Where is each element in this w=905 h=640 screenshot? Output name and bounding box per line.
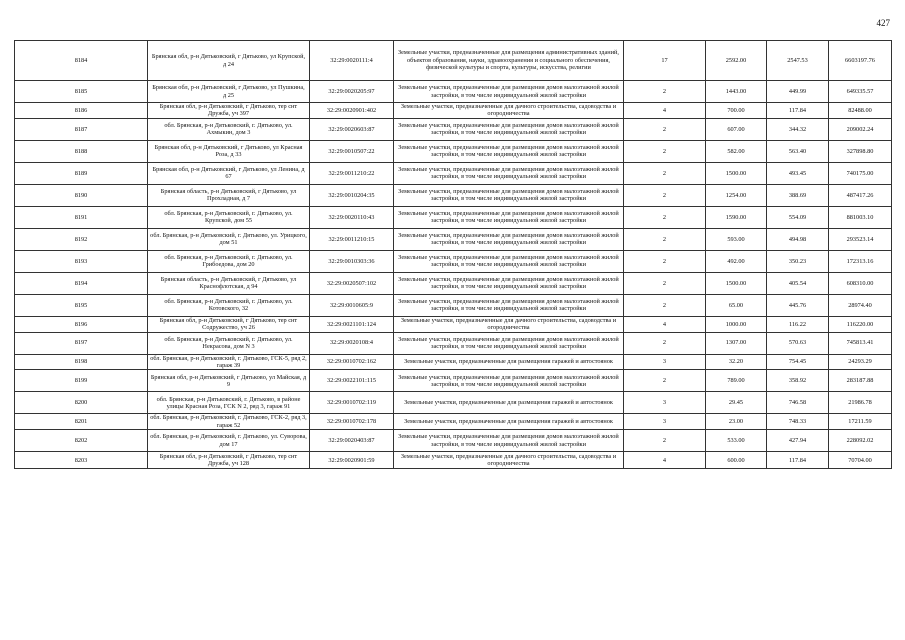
land-use-type-cell: Земельные участки, предназначенные для размещения гаражей и автостоянок — [394, 392, 624, 414]
table-row — [15, 41, 892, 81]
specific-value-cell: 493.45 — [767, 162, 829, 184]
address-cell: Брянская обл, р-н Дятьковский, г Дятьково, тер снт Содружество, уч 26 — [148, 316, 310, 332]
specific-value-cell: 427.94 — [767, 430, 829, 452]
area-cell: 1254.00 — [706, 184, 767, 206]
area-cell: 607.00 — [706, 118, 767, 140]
address-cell: Брянская обл, р-н Дятьковский, г Дятьково, ул Красная Роза, д 33 — [148, 140, 310, 162]
table-row — [15, 228, 892, 250]
area-cell: 1500.00 — [706, 272, 767, 294]
address-cell: Брянская область, р-н Дятьковский, г Дятьково, ул Краснофлотская, д 94 — [148, 272, 310, 294]
specific-value-cell: 2547.53 — [767, 41, 829, 81]
cadastral-number-cell: 32:29:0010303:36 — [310, 250, 394, 272]
cadastral-number-cell: 32:29:0011210:22 — [310, 162, 394, 184]
land-use-type-cell: Земельные участки, предназначенные для размещения домов малоэтажной жилой застройки, в том числе индивидуальной жилой застройки — [394, 272, 624, 294]
cadastral-number-cell: 32:29:0010702:162 — [310, 354, 394, 370]
row-number-cell: 8199 — [15, 370, 148, 392]
cadastral-value-cell: 327898.80 — [829, 140, 892, 162]
cadastral-value-cell: 28974.40 — [829, 294, 892, 316]
cadastral-number-cell: 32:29:0011210:15 — [310, 228, 394, 250]
group-number-cell: 3 — [624, 392, 706, 414]
cadastral-value-cell: 17211.59 — [829, 414, 892, 430]
cadastral-value-cell: 24293.29 — [829, 354, 892, 370]
address-cell: Брянская обл, р-н Дятьковский, г Дятьково, тер снт Дружба, уч 128 — [148, 452, 310, 469]
table-row — [15, 414, 892, 430]
cadastral-value-cell: 82488.00 — [829, 103, 892, 119]
cadastral-value-cell: 228092.02 — [829, 430, 892, 452]
row-number-cell: 8203 — [15, 452, 148, 469]
cadastral-number-cell: 32:29:0020110:43 — [310, 206, 394, 228]
cadastral-number-cell: 32:29:0020603:87 — [310, 118, 394, 140]
cadastral-number-cell: 32:29:0020111:4 — [310, 41, 394, 81]
table-row — [15, 370, 892, 392]
area-cell: 582.00 — [706, 140, 767, 162]
address-cell: обл. Брянская, р-н Дятьковский, г. Дятьково, ГСК-2, ряд 3, гараж 52 — [148, 414, 310, 430]
cadastral-value-cell: 881003.10 — [829, 206, 892, 228]
area-cell: 32.20 — [706, 354, 767, 370]
table-row — [15, 81, 892, 103]
cadastral-value-cell: 745813.41 — [829, 332, 892, 354]
row-number-cell: 8184 — [15, 41, 148, 81]
group-number-cell: 2 — [624, 81, 706, 103]
cadastral-number-cell: 32:29:0020108:4 — [310, 332, 394, 354]
land-use-type-cell: Земельные участки, предназначенные для размещения домов малоэтажной жилой застройки, в том числе индивидуальной жилой застройки — [394, 430, 624, 452]
group-number-cell: 2 — [624, 140, 706, 162]
group-number-cell: 4 — [624, 103, 706, 119]
address-cell: Брянская обл, р-н Дятьковский, г Дятьково, тер снт Дружба, уч 397 — [148, 103, 310, 119]
area-cell: 1443.00 — [706, 81, 767, 103]
address-cell: обл. Брянская, р-н Дятьковский, г. Дятьково, ул. Грибоедова, дом 20 — [148, 250, 310, 272]
row-number-cell: 8195 — [15, 294, 148, 316]
specific-value-cell: 445.76 — [767, 294, 829, 316]
specific-value-cell: 748.33 — [767, 414, 829, 430]
specific-value-cell: 405.54 — [767, 272, 829, 294]
table-row — [15, 316, 892, 332]
group-number-cell: 3 — [624, 354, 706, 370]
table-row — [15, 430, 892, 452]
area-cell: 1590.00 — [706, 206, 767, 228]
land-use-type-cell: Земельные участки, предназначенные для размещения домов малоэтажной жилой застройки, в том числе индивидуальной жилой застройки — [394, 206, 624, 228]
specific-value-cell: 554.09 — [767, 206, 829, 228]
group-number-cell: 2 — [624, 294, 706, 316]
row-number-cell: 8189 — [15, 162, 148, 184]
specific-value-cell: 388.69 — [767, 184, 829, 206]
cadastral-number-cell: 32:29:0010507:22 — [310, 140, 394, 162]
specific-value-cell: 494.98 — [767, 228, 829, 250]
area-cell: 600.00 — [706, 452, 767, 469]
land-use-type-cell: Земельные участки, предназначенные для размещения домов малоэтажной жилой застройки, в том числе индивидуальной жилой застройки — [394, 162, 624, 184]
specific-value-cell: 350.23 — [767, 250, 829, 272]
land-use-type-cell: Земельные участки, предназначенные для размещения административных зданий, объектов образования, науки, здравоохранения и социального обеспечения, физической культуры и спорта, культуры, искусства, религии — [394, 41, 624, 81]
area-cell: 65.00 — [706, 294, 767, 316]
address-cell: обл. Брянская, р-н Дятьковский, г. Дятьково, ул. Урицкого, дом 51 — [148, 228, 310, 250]
cadastral-value-cell: 649335.57 — [829, 81, 892, 103]
specific-value-cell: 563.40 — [767, 140, 829, 162]
cadastral-number-cell: 32:29:0020901:59 — [310, 452, 394, 469]
table-row — [15, 162, 892, 184]
row-number-cell: 8188 — [15, 140, 148, 162]
area-cell: 593.00 — [706, 228, 767, 250]
group-number-cell: 2 — [624, 250, 706, 272]
area-cell: 29.45 — [706, 392, 767, 414]
land-use-type-cell: Земельные участки, предназначенные для размещения домов малоэтажной жилой застройки, в том числе индивидуальной жилой застройки — [394, 81, 624, 103]
row-number-cell: 8202 — [15, 430, 148, 452]
group-number-cell: 2 — [624, 118, 706, 140]
group-number-cell: 4 — [624, 452, 706, 469]
group-number-cell: 2 — [624, 370, 706, 392]
table-row — [15, 103, 892, 119]
cadastral-number-cell: 32:29:0020901:402 — [310, 103, 394, 119]
land-use-type-cell: Земельные участки, предназначенные для размещения гаражей и автостоянок — [394, 354, 624, 370]
group-number-cell: 4 — [624, 316, 706, 332]
cadastral-value-cell: 293523.14 — [829, 228, 892, 250]
row-number-cell: 8185 — [15, 81, 148, 103]
address-cell: обл. Брянская, р-н Дятьковский, г. Дятьково, ул. Крупской, дом 55 — [148, 206, 310, 228]
land-use-type-cell: Земельные участки, предназначенные для размещения домов малоэтажной жилой застройки, в том числе индивидуальной жилой застройки — [394, 370, 624, 392]
address-cell: Брянская обл, р-н Дятьковский, г Дятьково, ул Пушкина, д 25 — [148, 81, 310, 103]
specific-value-cell: 116.22 — [767, 316, 829, 332]
specific-value-cell: 746.58 — [767, 392, 829, 414]
group-number-cell: 2 — [624, 206, 706, 228]
row-number-cell: 8194 — [15, 272, 148, 294]
land-use-type-cell: Земельные участки, предназначенные для дачного строительства, садоводства и огородничества — [394, 103, 624, 119]
row-number-cell: 8193 — [15, 250, 148, 272]
address-cell: обл. Брянская, р-н Дятьковский, г. Дятьково, ул. Суворова, дом 17 — [148, 430, 310, 452]
cadastral-number-cell: 32:29:0020205:97 — [310, 81, 394, 103]
table-row — [15, 118, 892, 140]
cadastral-number-cell: 32:29:0022101:115 — [310, 370, 394, 392]
cadastral-number-cell: 32:29:0010204:35 — [310, 184, 394, 206]
cadastral-number-cell: 32:29:0021101:124 — [310, 316, 394, 332]
row-number-cell: 8200 — [15, 392, 148, 414]
address-cell: Брянская область, р-н Дятьковский, г Дятьково, ул Прохладная, д 7 — [148, 184, 310, 206]
cadastral-value-cell: 283187.88 — [829, 370, 892, 392]
area-cell: 1307.00 — [706, 332, 767, 354]
cadastral-value-cell: 116220.00 — [829, 316, 892, 332]
area-cell: 23.00 — [706, 414, 767, 430]
land-use-type-cell: Земельные участки, предназначенные для размещения домов малоэтажной жилой застройки, в том числе индивидуальной жилой застройки — [394, 118, 624, 140]
cadastral-number-cell: 32:29:0010605:9 — [310, 294, 394, 316]
area-cell: 789.00 — [706, 370, 767, 392]
row-number-cell: 8196 — [15, 316, 148, 332]
group-number-cell: 3 — [624, 414, 706, 430]
page-number: 427 — [876, 18, 890, 28]
cadastral-value-cell: 6603197.76 — [829, 41, 892, 81]
group-number-cell: 2 — [624, 332, 706, 354]
cadastral-value-table — [14, 40, 892, 469]
table-row — [15, 140, 892, 162]
cadastral-number-cell: 32:29:0020507:102 — [310, 272, 394, 294]
cadastral-value-cell: 740175.00 — [829, 162, 892, 184]
row-number-cell: 8198 — [15, 354, 148, 370]
group-number-cell: 2 — [624, 272, 706, 294]
row-number-cell: 8191 — [15, 206, 148, 228]
table-row — [15, 272, 892, 294]
land-use-type-cell: Земельные участки, предназначенные для размещения домов малоэтажной жилой застройки, в том числе индивидуальной жилой застройки — [394, 250, 624, 272]
area-cell: 2592.00 — [706, 41, 767, 81]
specific-value-cell: 570.63 — [767, 332, 829, 354]
land-use-type-cell: Земельные участки, предназначенные для размещения домов малоэтажной жилой застройки, в том числе индивидуальной жилой застройки — [394, 294, 624, 316]
area-cell: 1000.00 — [706, 316, 767, 332]
cadastral-number-cell: 32:29:0010702:178 — [310, 414, 394, 430]
land-use-type-cell: Земельные участки, предназначенные для размещения гаражей и автостоянок — [394, 414, 624, 430]
address-cell: обл. Брянская, р-н Дятьковский, г. Дятьково, ГСК-5, ряд 2, гараж 39 — [148, 354, 310, 370]
row-number-cell: 8192 — [15, 228, 148, 250]
address-cell: обл. Брянская, р-н Дятьковский, г. Дятьково, ул. Котовского, 32 — [148, 294, 310, 316]
cadastral-number-cell: 32:29:0020403:87 — [310, 430, 394, 452]
row-number-cell: 8186 — [15, 103, 148, 119]
cadastral-value-cell: 172313.16 — [829, 250, 892, 272]
area-cell: 492.00 — [706, 250, 767, 272]
address-cell: Брянская обл, р-н Дятьковский, г Дятьково, ул Майская, д 9 — [148, 370, 310, 392]
address-cell: обл. Брянская, р-н Дятьковский, г. Дятьково, ул. Ахмыкин, дом 3 — [148, 118, 310, 140]
cadastral-value-cell: 209002.24 — [829, 118, 892, 140]
land-use-type-cell: Земельные участки, предназначенные для дачного строительства, садоводства и огородничества — [394, 452, 624, 469]
land-use-type-cell: Земельные участки, предназначенные для размещения домов малоэтажной жилой застройки, в том числе индивидуальной жилой застройки — [394, 140, 624, 162]
cadastral-value-cell: 608310.00 — [829, 272, 892, 294]
land-use-type-cell: Земельные участки, предназначенные для размещения домов малоэтажной жилой застройки, в том числе индивидуальной жилой застройки — [394, 228, 624, 250]
row-number-cell: 8201 — [15, 414, 148, 430]
table-row — [15, 354, 892, 370]
cadastral-number-cell: 32:29:0010702:119 — [310, 392, 394, 414]
land-use-type-cell: Земельные участки, предназначенные для дачного строительства, садоводства и огородничества — [394, 316, 624, 332]
cadastral-value-cell: 70704.00 — [829, 452, 892, 469]
land-use-type-cell: Земельные участки, предназначенные для размещения домов малоэтажной жилой застройки, в том числе индивидуальной жилой застройки — [394, 332, 624, 354]
area-cell: 533.00 — [706, 430, 767, 452]
address-cell: Брянская обл, р-н Дятьковский, г Дятьково, ул Крупской, д 24 — [148, 41, 310, 81]
table-row — [15, 206, 892, 228]
address-cell: обл. Брянская, р-н Дятьковский, г. Дятьково, ул. Некрасова, дом N 3 — [148, 332, 310, 354]
area-cell: 1500.00 — [706, 162, 767, 184]
group-number-cell: 2 — [624, 162, 706, 184]
group-number-cell: 17 — [624, 41, 706, 81]
specific-value-cell: 449.99 — [767, 81, 829, 103]
address-cell: Брянская обл, р-н Дятьковский, г Дятьково, ул Ленина, д 67 — [148, 162, 310, 184]
table-row — [15, 452, 892, 469]
group-number-cell: 2 — [624, 184, 706, 206]
row-number-cell: 8187 — [15, 118, 148, 140]
specific-value-cell: 344.32 — [767, 118, 829, 140]
table-row — [15, 294, 892, 316]
group-number-cell: 2 — [624, 430, 706, 452]
table-row — [15, 250, 892, 272]
specific-value-cell: 358.92 — [767, 370, 829, 392]
row-number-cell: 8190 — [15, 184, 148, 206]
row-number-cell: 8197 — [15, 332, 148, 354]
land-use-type-cell: Земельные участки, предназначенные для размещения домов малоэтажной жилой застройки, в том числе индивидуальной жилой застройки — [394, 184, 624, 206]
group-number-cell: 2 — [624, 228, 706, 250]
address-cell: обл. Брянская, р-н Дятьковский, г. Дятьково, в районе улицы Красная Роза, ГСК N 2, ряд 3, гараж 91 — [148, 392, 310, 414]
table-row — [15, 392, 892, 414]
table-body — [15, 41, 892, 469]
cadastral-value-cell: 487417.26 — [829, 184, 892, 206]
specific-value-cell: 117.84 — [767, 103, 829, 119]
table-row — [15, 332, 892, 354]
specific-value-cell: 754.45 — [767, 354, 829, 370]
cadastral-value-cell: 21986.78 — [829, 392, 892, 414]
area-cell: 700.00 — [706, 103, 767, 119]
specific-value-cell: 117.84 — [767, 452, 829, 469]
table-row — [15, 184, 892, 206]
